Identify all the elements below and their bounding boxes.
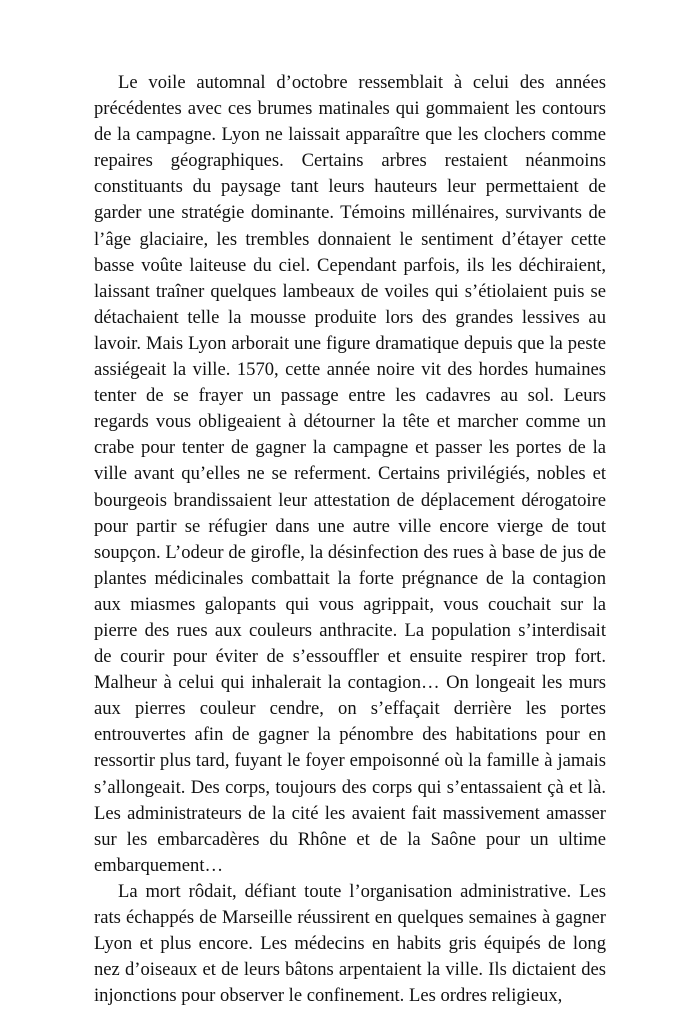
paragraph-2: La mort rôdait, défiant toute l’organisation administrative. Les rats échappés de Marseille réussirent en quelques semaines à gagner Lyon et plus encore. Les médecins en habits gris équipés de long nez d’oiseaux et de leurs bâtons arpentaient la ville. Ils dictaient des injonctions pour observer le confinement. Les ordres religieux, xyxy=(94,880,606,1007)
document-page xyxy=(94,70,606,1009)
paragraph-1: Le voile automnal d’octobre ressemblait à celui des années précédentes avec ces brumes matinales qui gommaient les contours de la campagne. Lyon ne laissait apparaître que les clochers comme repaires géographiques. Certains arbres restaient néanmoins constituants du paysage tant leurs hauteurs leur permettaient de garder une stratégie dominante. Témoins millénaires, survivants de l’âge glaciaire, les trembles donnaient le sentiment d’étayer cette basse voûte laiteuse du ciel. Cependant parfois, ils les déchiraient, laissant traîner quelques lambeaux de voiles qui s’étiolaient puis se détachaient telle la mousse produite lors des grandes lessives au lavoir. Mais Lyon arborait une figure dramatique depuis que la peste assiégeait la ville. 1570, cette année noire vit des hordes humaines tenter de se frayer un passage entre les cadavres au sol. Leurs regards vous obligeaient à détourner la tête et marcher comme un crabe pour tenter de gagner la campagne et passer les portes de la ville avant qu’elles ne se referment. Certains privilégiés, nobles et bourgeois brandissaient leur attestation de déplacement dérogatoire pour partir se réfugier dans une autre ville encore vierge de tout soupçon. L’odeur de girofle, la désinfection des rues à base de jus de plantes médicinales combattait la forte prégnance de la contagion aux miasmes galopants qui vous agrippait, vous couchait sur la pierre des rues aux couleurs anthracite. La population s’interdisait de courir pour éviter de s’essouffler et ensuite respirer trop fort. Malheur à celui qui inhalerait la contagion… On longeait les murs aux pierres couleur cendre, on s’effaçait derrière les portes entrouvertes afin de gagner la pénombre des habitations pour en ressortir plus tard, fuyant le foyer empoisonné où la famille à jamais s’allongeait. Des corps, toujours des corps qui s’entassaient çà et là. Les administrateurs de la cité les avaient fait massivement amasser sur les embarcadères du Rhône et de la Saône pour un ultime embarquement… xyxy=(94,72,606,876)
